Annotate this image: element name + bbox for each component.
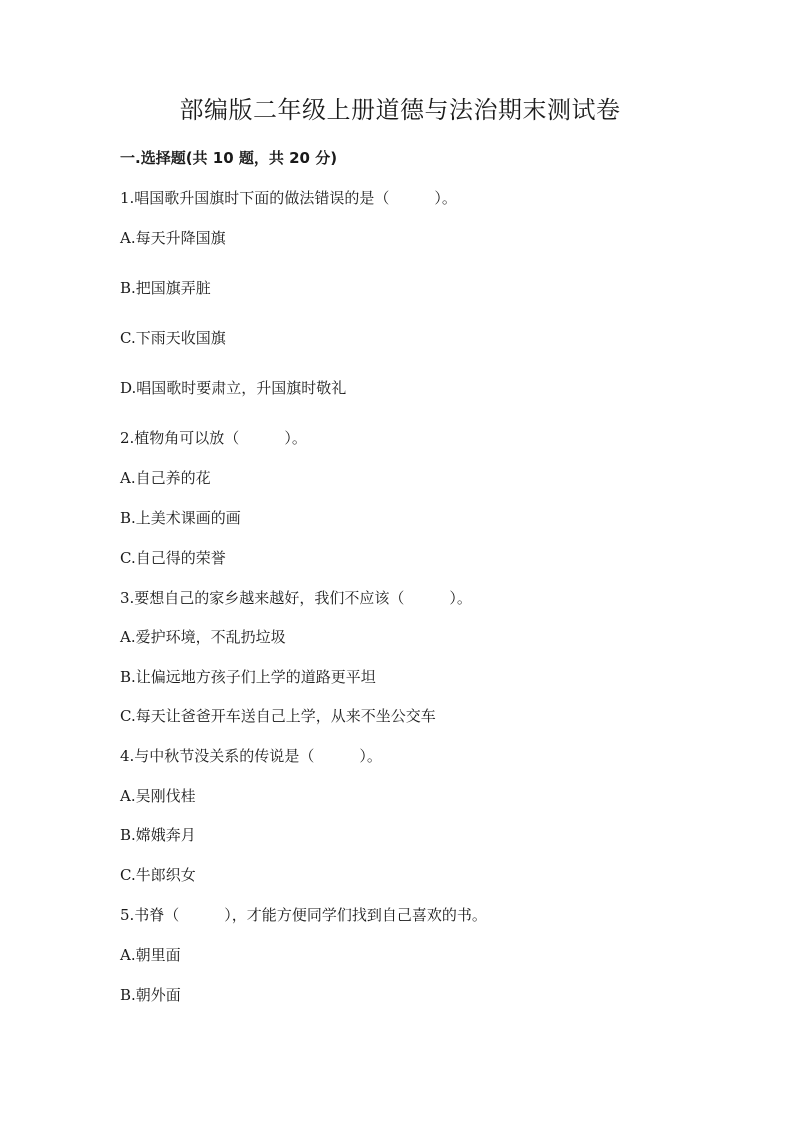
question-3-option-b: B.让偏远地方孩子们上学的道路更平坦 <box>120 668 376 686</box>
question-5-stem: 5.书脊（ ），才能方便同学们找到自己喜欢的书。 <box>120 906 487 924</box>
question-3-stem: 3.要想自己的家乡越来越好，我们不应该（ ）。 <box>120 589 472 607</box>
question-1-stem: 1.唱国歌升国旗时下面的做法错误的是（ ）。 <box>120 189 457 207</box>
question-4-stem: 4.与中秋节没关系的传说是（ ）。 <box>120 747 382 765</box>
question-2-option-c: C.自己得的荣誉 <box>120 549 226 567</box>
question-1-option-c: C.下雨天收国旗 <box>120 329 226 347</box>
question-2-stem: 2.植物角可以放（ ）。 <box>120 429 307 447</box>
question-1-option-d: D.唱国歌时要肃立，升国旗时敬礼 <box>120 379 347 397</box>
question-4-option-b: B.嫦娥奔月 <box>120 826 196 844</box>
question-1-option-b: B.把国旗弄脏 <box>120 279 211 297</box>
question-4-option-a: A.吴刚伐桂 <box>120 787 196 805</box>
question-3-option-a: A.爱护环境，不乱扔垃圾 <box>120 628 286 646</box>
question-2-option-b: B.上美术课画的画 <box>120 509 241 527</box>
exam-title: 部编版二年级上册道德与法治期末测试卷 <box>179 96 621 124</box>
question-5-option-b: B.朝外面 <box>120 986 181 1004</box>
question-3-option-c: C.每天让爸爸开车送自己上学，从来不坐公交车 <box>120 707 436 725</box>
question-2-option-a: A.自己养的花 <box>120 469 211 487</box>
question-1-option-a: A.每天升降国旗 <box>120 229 226 247</box>
question-4-option-c: C.牛郎织女 <box>120 866 196 884</box>
question-5-option-a: A.朝里面 <box>120 946 181 964</box>
section-heading: 一.选择题(共 10 题，共 20 分) <box>120 149 338 167</box>
